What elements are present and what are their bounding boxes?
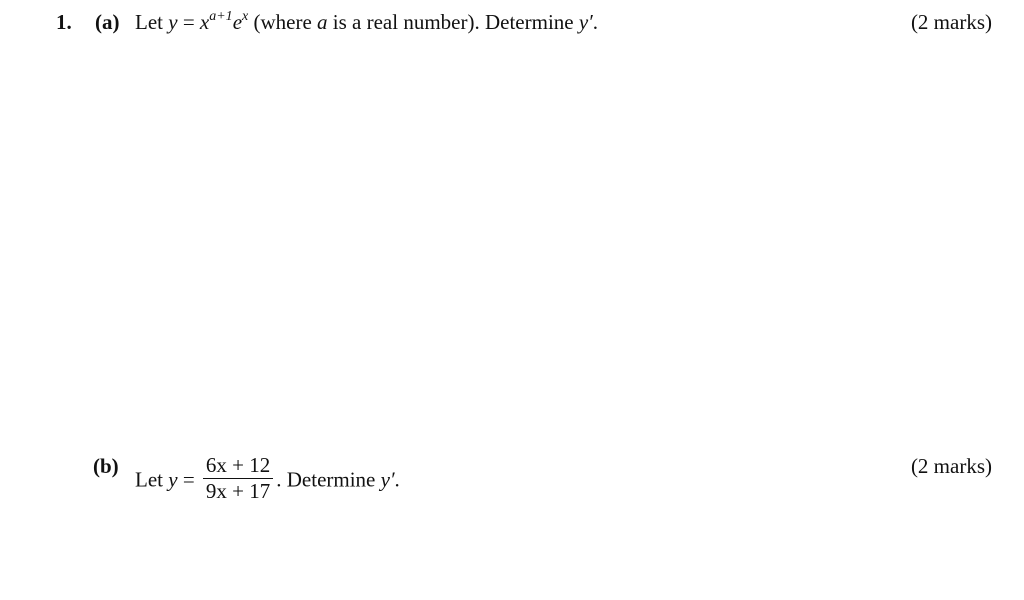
period: . [394,467,400,492]
e-exponent: x [242,9,249,24]
where-text: (where [253,10,312,34]
equals-sign: = [182,467,195,492]
determine-text: . Determine [276,467,376,492]
part-b-statement [135,453,400,507]
part-b-label: (b) [93,454,119,478]
fraction [203,453,273,504]
fraction-numerator: 6x + 12 [203,453,273,479]
let-text: Let [135,467,163,492]
part-a-marks: (2 marks) [910,10,992,34]
e-factor: e [232,10,243,34]
var-y: y [168,10,178,34]
question-number: 1. [56,10,72,34]
var-a: a [317,10,328,34]
real-number-text: is a real number). Determine [332,10,574,34]
equals-sign: = [182,10,195,34]
fraction-denominator: 9x + 17 [205,479,271,504]
let-text: Let [135,10,163,34]
period: . [592,10,599,34]
exponent-a-plus-1: a+1 [209,9,233,24]
part-a-label: (a) [95,10,120,34]
derivative-y-prime: y′ [380,467,395,492]
part-a-statement [135,9,599,34]
part-b-marks: (2 marks) [910,454,992,478]
derivative-y-prime: y′ [578,10,593,34]
var-y: y [168,467,178,492]
base-x: x [199,10,210,34]
